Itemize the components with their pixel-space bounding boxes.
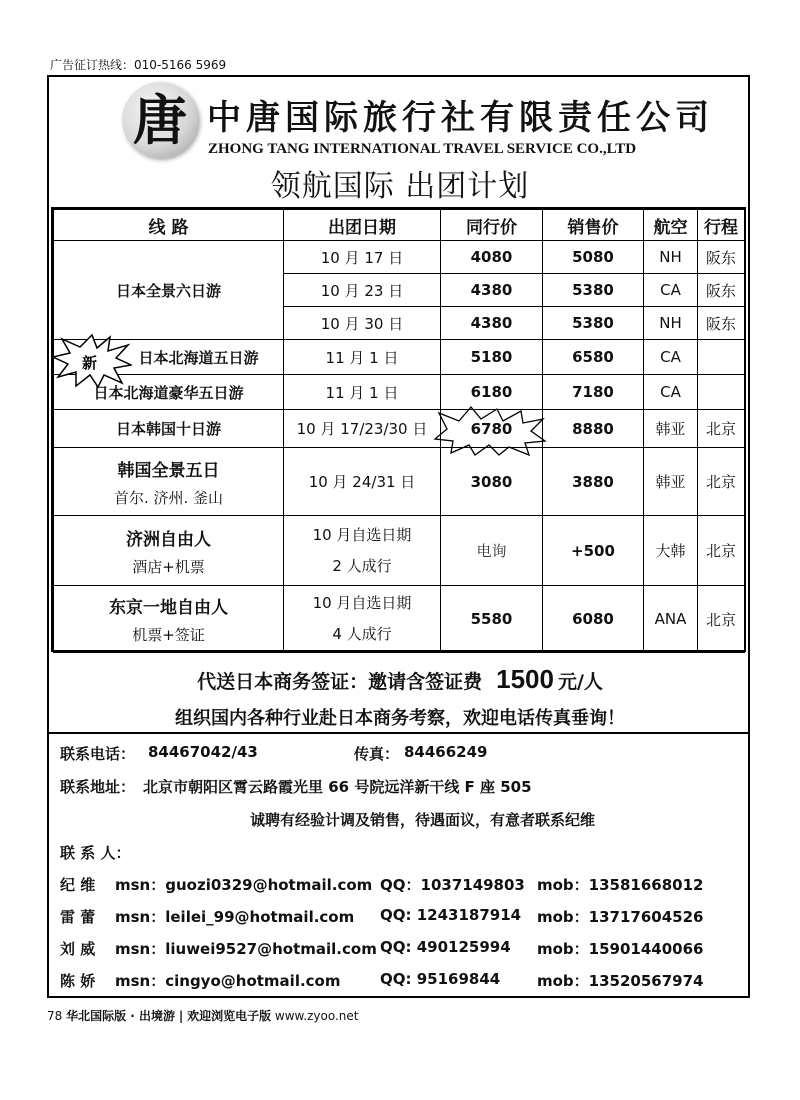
- person-msn: msn：leilei_99@hotmail.com: [115, 908, 355, 926]
- airline-cell: NH: [644, 241, 698, 274]
- peer-price-cell: 6180: [441, 375, 543, 410]
- fax-number: 84466249: [404, 743, 488, 761]
- address-label: 联系地址：: [60, 778, 136, 796]
- footer-welcome: 欢迎浏览电子版: [187, 1009, 272, 1023]
- fax-label: 传真：: [354, 745, 400, 763]
- person-mobile: mob：13717604526: [537, 908, 704, 926]
- person-qq: QQ: 490125994: [380, 938, 511, 956]
- date-cell: 11 月 1 日: [284, 340, 441, 375]
- route-title: 济洲自由人: [126, 529, 211, 550]
- ad-hotline: 广告征订热线：010-5166 5969: [50, 58, 227, 72]
- airline-cell: 大韩: [644, 516, 698, 586]
- header-date: 出团日期: [284, 210, 441, 241]
- date-cell: 11 月 1 日: [284, 375, 441, 410]
- itinerary-cell: 阪东: [698, 241, 745, 274]
- person-msn: msn：liuwei9527@hotmail.com: [115, 940, 377, 958]
- route-hokkaido-luxury: 日本北海道豪华五日游: [54, 375, 284, 410]
- contact-person: [60, 938, 740, 960]
- sale-price-cell: 3880: [543, 448, 644, 516]
- itinerary-cell: 阪东: [698, 307, 745, 340]
- route-korea-5day: [54, 448, 284, 516]
- table-row: [54, 586, 745, 653]
- phone-label: 联系电话：: [60, 745, 136, 763]
- route-subtitle: 机票+签证: [132, 626, 205, 644]
- route-jeju-free: [54, 516, 284, 586]
- itinerary-cell: 北京: [698, 516, 745, 586]
- group-size-line: 4 人成行: [332, 625, 392, 643]
- date-cell: [284, 586, 441, 653]
- airline-cell: NH: [644, 307, 698, 340]
- airline-cell: 韩亚: [644, 448, 698, 516]
- contact-person: [60, 906, 740, 928]
- phone-number: 84467042/43: [148, 743, 258, 761]
- date-cell: 10 月 17/23/30 日: [284, 410, 441, 448]
- header-route: 线 路: [54, 210, 284, 241]
- hiring-notice: 诚聘有经验计调及销售，待遇面议，有意者联系纪维: [250, 811, 596, 829]
- section-divider: [49, 732, 748, 734]
- tour-table: [53, 209, 745, 653]
- visa-offer-text: 代送日本商务签证：邀请含签证费: [197, 671, 483, 693]
- date-line: 10 月自选日期: [312, 525, 412, 544]
- sale-price-cell: 6580: [543, 340, 644, 375]
- sale-price-cell: 7180: [543, 375, 644, 410]
- route-hokkaido-5day: 日本北海道五日游: [54, 340, 284, 375]
- visa-offer: [0, 664, 800, 695]
- airline-cell: CA: [644, 375, 698, 410]
- publication-name: 华北国际版 · 出境游: [66, 1009, 176, 1023]
- person-qq: QQ：1037149803: [380, 876, 525, 894]
- new-badge-label: 新: [82, 354, 98, 372]
- company-name-cn: 中唐国际旅行社有限责任公司: [207, 98, 714, 138]
- route-subtitle: 首尔. 济州. 釜山: [113, 488, 224, 507]
- person-mobile: mob：13581668012: [537, 876, 704, 894]
- airline-cell: CA: [644, 274, 698, 307]
- route-title: 韩国全景五日: [117, 460, 220, 481]
- date-cell: 10 月 23 日: [284, 274, 441, 307]
- itinerary-cell: [698, 375, 745, 410]
- company-logo: [122, 82, 198, 158]
- sale-price-cell: 6080: [543, 586, 644, 653]
- peer-price-cell-highlight: 6780: [441, 410, 543, 448]
- company-name-en: ZHONG TANG INTERNATIONAL TRAVEL SERVICE CO.,LTD: [208, 141, 637, 157]
- person-msn: msn：guozi0329@hotmail.com: [115, 876, 373, 894]
- person-mobile: mob：13520567974: [537, 972, 704, 990]
- sale-price-cell: 5380: [543, 307, 644, 340]
- route-japan-6day: 日本全景六日游: [54, 241, 284, 340]
- page-number: 78: [47, 1009, 63, 1023]
- peer-price-cell: 5180: [441, 340, 543, 375]
- person-name: 纪 维: [60, 876, 96, 894]
- peer-price-cell: 4380: [441, 274, 543, 307]
- peer-price-cell: 3080: [441, 448, 543, 516]
- peer-price-cell: 4080: [441, 241, 543, 274]
- person-mobile: mob：15901440066: [537, 940, 704, 958]
- itinerary-cell: [698, 340, 745, 375]
- route-tokyo-free: [54, 586, 284, 653]
- person-name: 陈 娇: [60, 972, 96, 990]
- business-tour-note: 组织国内各种行业赴日本商务考察，欢迎电话传真垂询！: [175, 708, 625, 729]
- person-msn: msn：cingyo@hotmail.com: [115, 972, 341, 990]
- person-name: 刘 威: [60, 940, 96, 958]
- airline-cell: CA: [644, 340, 698, 375]
- date-cell: [284, 516, 441, 586]
- table-row: [54, 241, 745, 274]
- header-sale-price: 销售价: [543, 210, 644, 241]
- table-row: [54, 448, 745, 516]
- visa-fee: 1500: [496, 664, 554, 694]
- footer-url[interactable]: www.zyoo.net: [274, 1009, 359, 1023]
- person-qq: QQ: 1243187914: [380, 906, 522, 924]
- sale-price-cell: 5080: [543, 241, 644, 274]
- header-itinerary: 行程: [698, 210, 745, 241]
- airline-cell: ANA: [644, 586, 698, 653]
- table-header-row: [54, 210, 745, 241]
- header-peer-price: 同行价: [441, 210, 543, 241]
- peer-price-cell: 电询: [441, 516, 543, 586]
- contacts-label: 联 系 人：: [60, 844, 131, 862]
- date-cell: 10 月 24/31 日: [284, 448, 441, 516]
- person-name: 雷 蕾: [60, 908, 96, 926]
- person-qq: QQ: 95169844: [380, 970, 501, 988]
- airline-cell: 韩亚: [644, 410, 698, 448]
- table-row: [54, 375, 745, 410]
- peer-price-cell: 4380: [441, 307, 543, 340]
- address: 北京市朝阳区霄云路霞光里 66 号院远洋新干线 F 座 505: [143, 778, 532, 796]
- logo-character: 唐: [133, 88, 187, 152]
- page-footer: [47, 1007, 358, 1024]
- sale-price-cell: 5380: [543, 274, 644, 307]
- sale-price-cell: +500: [543, 516, 644, 586]
- route-subtitle: 酒店+机票: [132, 557, 205, 576]
- table-row: [54, 516, 745, 586]
- price-highlight-starburst-icon: [433, 405, 547, 457]
- contact-person: [60, 874, 740, 896]
- itinerary-cell: 北京: [698, 410, 745, 448]
- sale-price-cell: 8880: [543, 410, 644, 448]
- plan-title: 领航国际 出团计划: [270, 169, 530, 204]
- footer-separator: |: [178, 1009, 184, 1023]
- peer-price-cell: 5580: [441, 586, 543, 653]
- route-title: 东京一地自由人: [109, 598, 228, 618]
- table-row: [54, 340, 745, 375]
- contact-person: [60, 970, 740, 992]
- itinerary-cell: 北京: [698, 448, 745, 516]
- itinerary-cell: 北京: [698, 586, 745, 653]
- itinerary-cell: 阪东: [698, 274, 745, 307]
- date-cell: 10 月 30 日: [284, 307, 441, 340]
- route-japan-korea-10day: 日本韩国十日游: [54, 410, 284, 448]
- date-cell: 10 月 17 日: [284, 241, 441, 274]
- date-line: 10 月自选日期: [312, 594, 412, 612]
- table-row: [54, 410, 745, 448]
- header-airline: 航空: [644, 210, 698, 241]
- visa-fee-unit: 元/人: [557, 671, 603, 693]
- group-size-line: 2 人成行: [332, 556, 392, 575]
